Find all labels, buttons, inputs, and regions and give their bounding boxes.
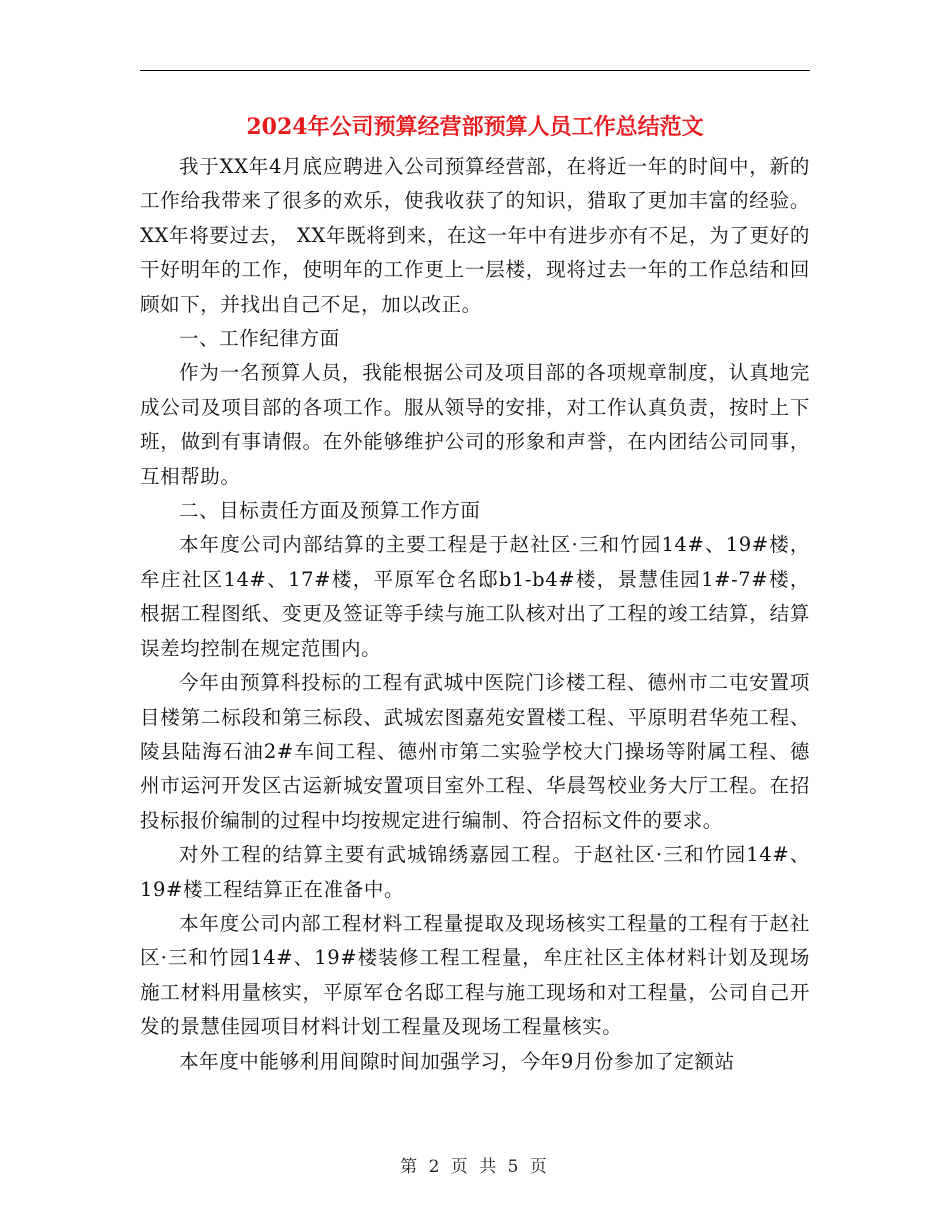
document-body — [140, 150, 810, 1079]
header-rule — [140, 70, 810, 71]
paragraph-discipline: 作为一名预算人员，我能根据公司及项目部的各项规章制度，认真地完成公司及项目部的各项工作。服从领导的安排，对工作认真负责，按时上下班，做到有事请假。在外能够维护公司的形象和声誉，在内团结公司同事，互相帮助。 — [140, 361, 810, 488]
paragraph-quantities: 本年度公司内部工程材料工程量提取及现场核实工程量的工程有于赵社区·三和竹园14#、19#楼装修工程工程量，牟庄社区主体材料计划及现场施工材料用量核实，平原军仓名邸工程与施工现场和对工程量，公司自己开发的景慧佳园项目材料计划工程量及现场工程量核实。 — [140, 911, 810, 1039]
paragraph-study: 本年度中能够利用间隙时间加强学习，今年9月份参加了定额站 — [179, 1049, 735, 1073]
page-footer: 第 2 页 共 5 页 — [400, 1157, 550, 1177]
document-title: 2024年公司预算经营部预算人员工作总结范文 — [246, 114, 704, 140]
section-heading-discipline: 一、工作纪律方面 — [179, 327, 340, 351]
paragraph-intro: 我于XX年4月底应聘进入公司预算经营部，在将近一年的时间中，新的工作给我带来了很多的欢乐，使我收获了的知识，猎取了更加丰富的经验。XX年将要过去， XX年既将到来，在这一年中有进步亦有不足，为了更好的干好明年的工作，使明年的工作更上一层楼，现将过去一年的工作总结和回顾如下，并找出自己不足，加以改正。 — [140, 155, 810, 316]
paragraph-bidding: 今年由预算科投标的工程有武城中医院门诊楼工程、德州市二屯安置项目楼第二标段和第三标段、武城宏图嘉苑安置楼工程、平原明君华苑工程、陵县陆海石油2#车间工程、德州市第二实验学校大门操场等附属工程、德州市运河开发区古运新城安置项目室外工程、华晨驾校业务大厅工程。在招投标报价编制的过程中均按规定进行编制、符合招标文件的要求。 — [140, 671, 810, 832]
paragraph-internal-settlement: 本年度公司内部结算的主要工程是于赵社区·三和竹园14#、19#楼，牟庄社区14#、17#楼，平原军仓名邸b1-b4#楼，景慧佳园1#-7#楼，根据工程图纸、变更及签证等手续与施工队核对出了工程的竣工结算，结算误差均控制在规定范围内。 — [140, 533, 810, 660]
section-heading-targets: 二、目标责任方面及预算工作方面 — [179, 499, 481, 523]
paragraph-external-settlement: 对外工程的结算主要有武城锦绣嘉园工程。于赵社区·三和竹园14#、19#楼工程结算正在准备中。 — [140, 843, 810, 901]
